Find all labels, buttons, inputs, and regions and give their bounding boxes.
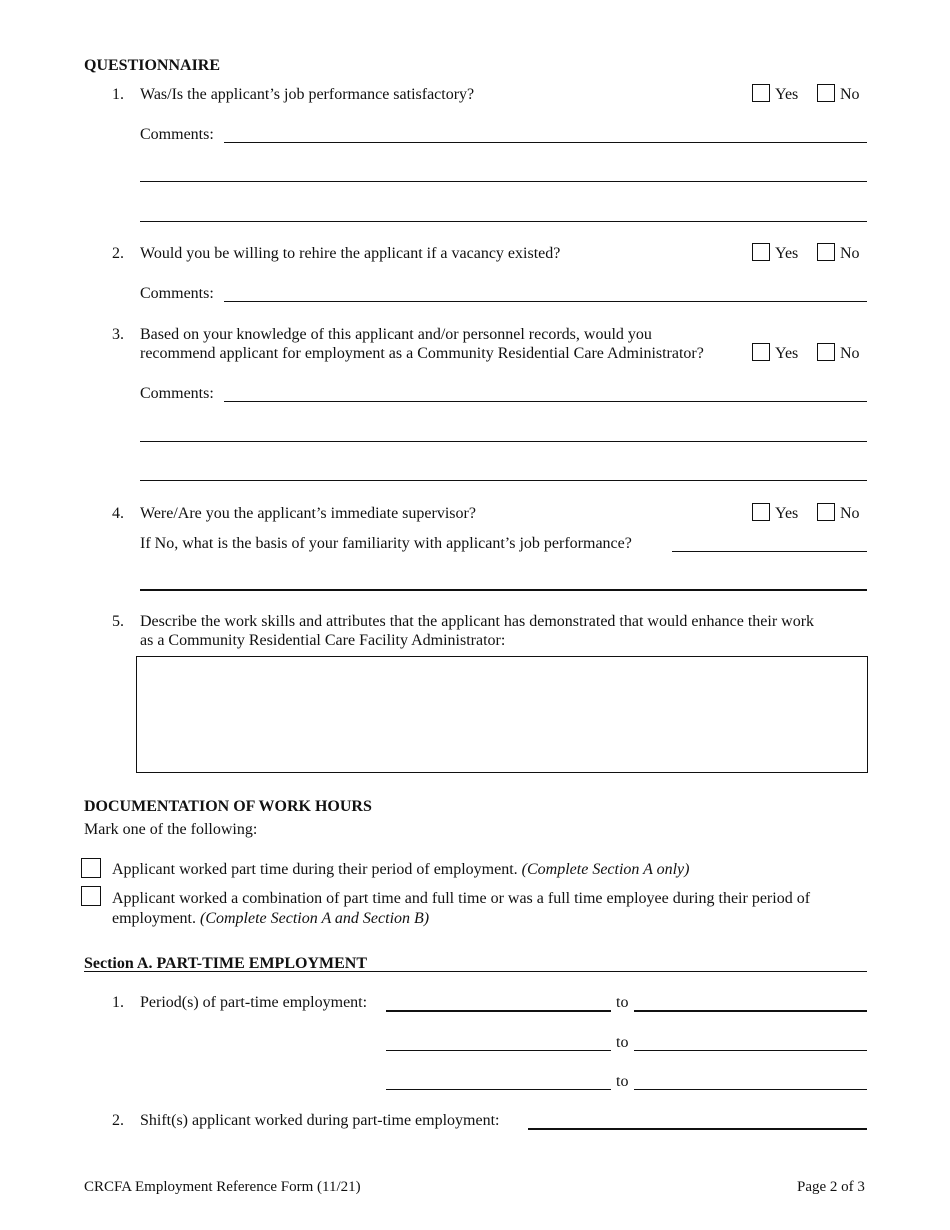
combination-option-text-line-2: employment. bbox=[112, 910, 196, 927]
part-time-option-checkbox[interactable] bbox=[81, 858, 101, 878]
question-2-number: 2. bbox=[112, 245, 124, 262]
q5-answer-box[interactable] bbox=[136, 656, 868, 773]
section-a-item-2-number: 2. bbox=[112, 1112, 124, 1129]
question-3-text-line-2: recommend applicant for employment as a Community Residential Care Administrator? bbox=[140, 345, 704, 362]
section-a-shift-label: Shift(s) applicant worked during part-time employment: bbox=[140, 1112, 500, 1129]
q4-followup-line-1[interactable] bbox=[672, 551, 867, 552]
q4-yes-label: Yes bbox=[775, 505, 799, 522]
period-2-to-line[interactable] bbox=[634, 1050, 867, 1051]
q2-yes-label: Yes bbox=[775, 245, 799, 262]
question-4-text: Were/Are you the applicant’s immediate supervisor? bbox=[140, 505, 476, 522]
period-3-from-line[interactable] bbox=[386, 1089, 611, 1090]
section-a-heading-rule bbox=[84, 971, 867, 972]
q3-comments-line-1[interactable] bbox=[224, 401, 867, 402]
q1-no-label: No bbox=[840, 86, 860, 103]
section-a-heading: Section A. PART-TIME EMPLOYMENT bbox=[84, 955, 367, 972]
section-a-item-1-number: 1. bbox=[112, 994, 124, 1011]
question-5-number: 5. bbox=[112, 613, 124, 630]
question-5-text-line-1: Describe the work skills and attributes that the applicant has demonstrated that would enhance their work bbox=[140, 613, 815, 630]
combination-option-checkbox[interactable] bbox=[81, 886, 101, 906]
q3-no-label: No bbox=[840, 345, 860, 362]
q3-no-checkbox[interactable] bbox=[817, 343, 835, 361]
period-1-to-label: to bbox=[616, 994, 629, 1011]
period-1-to-line[interactable] bbox=[634, 1010, 867, 1012]
footer-form-name: CRCFA Employment Reference Form (11/21) bbox=[84, 1179, 361, 1195]
combination-option-text-line-1: Applicant worked a combination of part time and full time or was a full time employee during their period of bbox=[112, 890, 811, 907]
q2-no-checkbox[interactable] bbox=[817, 243, 835, 261]
q3-comments-label: Comments: bbox=[140, 385, 214, 402]
q2-yes-checkbox[interactable] bbox=[752, 243, 770, 261]
q1-comments-label: Comments: bbox=[140, 126, 214, 143]
question-3-text-line-1: Based on your knowledge of this applicant and/or personnel records, would you bbox=[140, 326, 652, 343]
period-3-to-line[interactable] bbox=[634, 1089, 867, 1090]
footer-page-number: Page 2 of 3 bbox=[797, 1179, 865, 1195]
q3-yes-checkbox[interactable] bbox=[752, 343, 770, 361]
part-time-option-label bbox=[112, 861, 689, 879]
part-time-option-text: Applicant worked part time during their period of employment. bbox=[112, 861, 518, 878]
period-2-from-line[interactable] bbox=[386, 1050, 611, 1051]
q1-no-checkbox[interactable] bbox=[817, 84, 835, 102]
questionnaire-heading: QUESTIONNAIRE bbox=[84, 57, 221, 74]
q4-followup-text: If No, what is the basis of your familiarity with applicant’s job performance? bbox=[140, 535, 632, 552]
q1-comments-line-2[interactable] bbox=[140, 181, 867, 182]
q3-comments-line-3[interactable] bbox=[140, 480, 867, 481]
question-1-number: 1. bbox=[112, 86, 124, 103]
period-3-to-label: to bbox=[616, 1073, 629, 1090]
q1-yes-label: Yes bbox=[775, 86, 799, 103]
q4-no-label: No bbox=[840, 505, 860, 522]
period-1-from-line[interactable] bbox=[386, 1010, 611, 1012]
question-2-text: Would you be willing to rehire the applicant if a vacancy existed? bbox=[140, 245, 561, 262]
combination-option-label-line-2 bbox=[112, 910, 429, 928]
q4-no-checkbox[interactable] bbox=[817, 503, 835, 521]
shift-answer-line[interactable] bbox=[528, 1128, 867, 1130]
q4-followup-line-2[interactable] bbox=[140, 589, 867, 591]
q4-yes-checkbox[interactable] bbox=[752, 503, 770, 521]
work-hours-heading: DOCUMENTATION OF WORK HOURS bbox=[84, 798, 372, 815]
q3-yes-label: Yes bbox=[775, 345, 799, 362]
q3-comments-line-2[interactable] bbox=[140, 441, 867, 442]
q2-comments-label: Comments: bbox=[140, 285, 214, 302]
period-2-to-label: to bbox=[616, 1034, 629, 1051]
q1-yes-checkbox[interactable] bbox=[752, 84, 770, 102]
question-4-number: 4. bbox=[112, 505, 124, 522]
part-time-option-note: (Complete Section A only) bbox=[521, 861, 690, 878]
q2-comments-line-1[interactable] bbox=[224, 301, 867, 302]
question-3-number: 3. bbox=[112, 326, 124, 343]
question-5-text-line-2: as a Community Residential Care Facility Administrator: bbox=[140, 632, 506, 649]
q1-comments-line-3[interactable] bbox=[140, 221, 867, 222]
q1-comments-line-1[interactable] bbox=[224, 142, 867, 143]
question-1-text: Was/Is the applicant’s job performance satisfactory? bbox=[140, 86, 475, 103]
q2-no-label: No bbox=[840, 245, 860, 262]
section-a-period-label: Period(s) of part-time employment: bbox=[140, 994, 368, 1011]
combination-option-note: (Complete Section A and Section B) bbox=[199, 910, 430, 927]
work-hours-instruction: Mark one of the following: bbox=[84, 821, 258, 838]
